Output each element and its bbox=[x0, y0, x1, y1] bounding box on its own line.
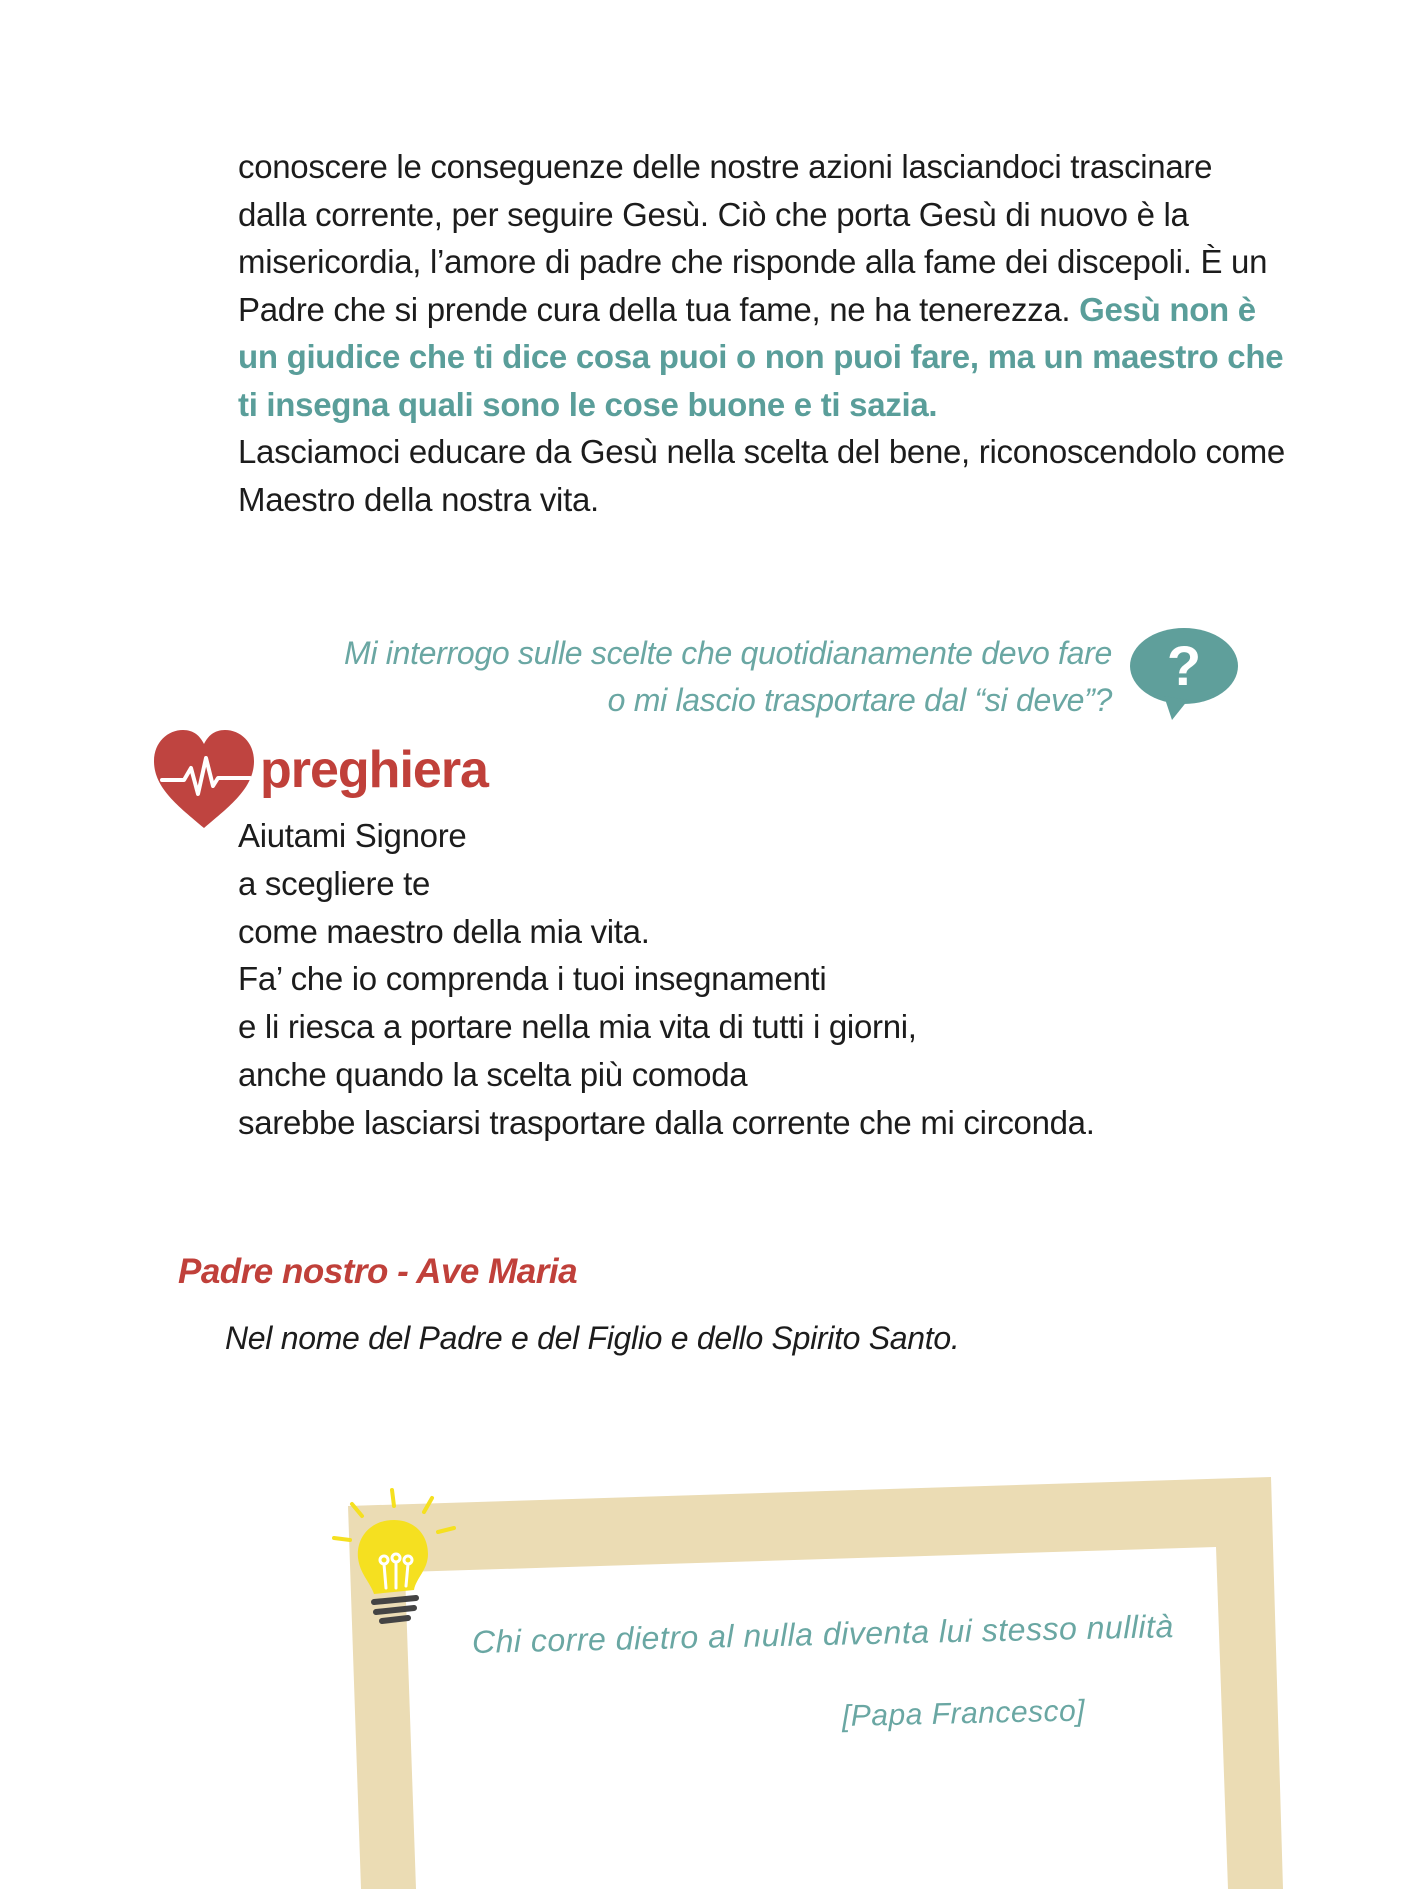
closing-blessing: Nel nome del Padre e del Figlio e dello Spirito Santo. bbox=[225, 1320, 960, 1356]
intro-paragraph bbox=[238, 143, 1288, 523]
prayer-line: come maestro della mia vita. bbox=[238, 912, 650, 950]
prayer-line: sarebbe lasciarsi trasportare dalla corrente che mi circonda. bbox=[238, 1103, 1095, 1141]
question-mark: ? bbox=[1166, 634, 1202, 697]
intro-text-after: Lasciamoci educare da Gesù nella scelta del bene, riconoscendolo come Maestro della nostra vita. bbox=[238, 433, 1285, 518]
prayer-line: anche quando la scelta più comoda bbox=[238, 1055, 748, 1093]
quote-frame bbox=[0, 1460, 1417, 1889]
prayer-line: Aiutami Signore bbox=[238, 817, 467, 854]
quote-text: Chi corre dietro al nulla diventa lui stesso nullità bbox=[471, 1608, 1175, 1660]
prayer-line: Fa’ che io comprenda i tuoi insegnamenti bbox=[238, 960, 827, 998]
prayer-title: preghiera bbox=[260, 741, 488, 799]
intro-highlight: Gesù non è un giudice che ti dice cosa puoi o non puoi fare, ma un maestro che ti insegna quali sono le cose buone e ti sazia. bbox=[238, 290, 1284, 423]
lightbulb-icon bbox=[330, 1486, 466, 1626]
prayer-text bbox=[238, 812, 1238, 1147]
prayer-line: e li riesca a portare nella mia vita di tutti i giorni, bbox=[238, 1008, 917, 1046]
reflection-question bbox=[312, 630, 1112, 724]
closing-heading: Padre nostro - Ave Maria bbox=[178, 1252, 578, 1291]
intro-text: conoscere le conseguenze delle nostre azioni lasciandoci trascinare dalla corrente, per seguire Gesù. Ciò che porta Gesù di nuovo è la misericordia, l’amore di padre che risponde alla fame dei discepoli. È un Padre che si prende cura della tua fame, ne ha tenerezza. bbox=[238, 148, 1268, 328]
reflection-line-1: Mi interrogo sulle scelte che quotidianamente devo fare bbox=[344, 635, 1112, 671]
prayer-line: a scegliere te bbox=[238, 864, 431, 902]
reflection-line-2: o mi lascio trasportare dal “si deve”? bbox=[607, 682, 1112, 718]
quote-author: [Papa Francesco] bbox=[841, 1694, 1086, 1733]
question-bubble-icon bbox=[1128, 626, 1240, 722]
